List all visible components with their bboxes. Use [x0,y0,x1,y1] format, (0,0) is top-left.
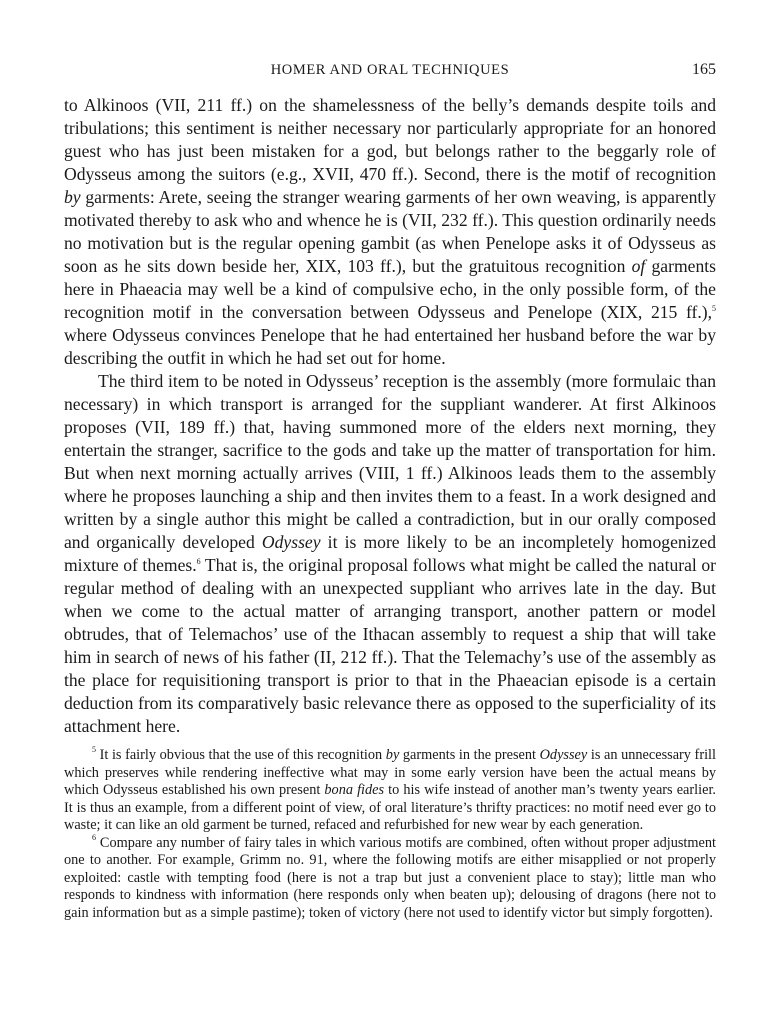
paragraph-2 [64,370,716,738]
running-head [64,58,716,82]
text-run: garments: Arete, seeing the stranger wearing garments of her own weaving, is apparently motivated thereby to ask who and whence he is (VII, 232 ff.). This question ordinarily needs no motivation but is the regular opening gambit (as when Penelope asks it of Odysseus as soon as he sits down beside her, XIX, 103 ff.), but the gratuitous recognition [64,187,716,276]
text-run: where Odysseus convinces Penelope that he had entertained her husband before the war by describing the outfit in which he had set out for home. [64,325,716,368]
text-run: garments here in Phaeacia may well be a kind of compulsive echo, in the only possible form, of the recognition motif in the conversation between Odysseus and Penelope (XIX, 215 ff.), [64,256,716,322]
body-text [64,94,716,738]
running-title: HOMER AND ORAL TECHNIQUES [270,62,510,78]
italic-text: bona fides [324,782,385,798]
text-run: That is, the original proposal follows what might be called the natural or regular method of dealing with an unexpected suppliant who arrives late in the day. But when we come to the actual matter of arranging transport, another pattern or model obtrudes, that of Telemachos’ use of the Ithacan assembly to request a ship that will take him in search of news of his father (II, 212 ff.). That the Telemachy’s use of the assembly as the place for requisitioning transport is prior to that in the Phaeacian episode is a certain deduction from its comparatively basic relevance there as opposed to the superficiality of its attachment here. [64,555,716,736]
text-run: it is more likely to be an incompletely homogenized mixture of themes. [64,532,716,575]
footnotes [64,747,716,922]
page-number: 165 [692,61,716,78]
italic-text: of [631,256,646,276]
footnote-5 [64,747,716,835]
italic-text: Odyssey [539,747,588,763]
footnote-ref-6: 6 [196,557,201,566]
italic-text: by [64,187,81,207]
italic-text: Odyssey [261,532,321,552]
text-run: to Alkinoos (VII, 211 ff.) on the shamelessness of the belly’s demands despite toils and tribulations; this sentiment is neither necessary nor particularly appropriate for an honored guest who has just been mistaken for a god, but belongs rather to the beggarly role of Odysseus among the suitors (e.g., XVII, 470 ff.). Second, there is the motif of recognition [64,95,716,184]
footnote-marker: 6 [92,832,96,842]
text-run: The third item to be noted in Odysseus’ reception is the assembly (more formulaic than necessary) in which transport is arranged for the suppliant wanderer. At first Alkinoos proposes (VII, 189 ff.) that, having summoned more of the elders next morning, they entertain the stranger, sacrifice to the gods and take up the matter of transportation for him. But when next morning actually arrives (VIII, 1 ff.) Alkinoos leads them to the assembly where he proposes launching a ship and then invites them to a feast. In a work designed and written by a single author this might be called a contradiction, but in our orally composed and organically developed [64,371,716,552]
text-run: It is fairly obvious that the use of this recognition [96,747,386,763]
text-run: is an unnecessary frill which preserves while rendering ineffective what may in some early version have been the actual means by which Odysseus established his own present [64,747,716,798]
paragraph-1 [64,94,716,370]
italic-text: by [385,747,400,763]
text-run: Compare any number of fairy tales in which various motifs are combined, often without proper adjustment one to another. For example, Grimm no. 91, where the following motifs are either misapplied or not properly exploited: castle with tempting food (here is not a trap but just a convenient place to stay); little man who responds to kindness with information (here responds only when beaten up); delousing of dragons (here not to gain information but as a simple pastime); token of victory (here not used to identify victor but simply forgotten). [64,834,716,921]
text-run: garments in the present [399,747,540,763]
footnote-marker: 5 [92,745,96,754]
footnote-6 [64,832,716,923]
text-run: to his wife instead of another man’s twenty years earlier. It is thus an example, from a different point of view, of oral literature’s thrifty practices: no motif need ever go to waste; it can like an old garment be turned, refaced and refurbished for new wear by each generation. [64,782,716,833]
footnote-ref-5: 5 [712,304,716,313]
